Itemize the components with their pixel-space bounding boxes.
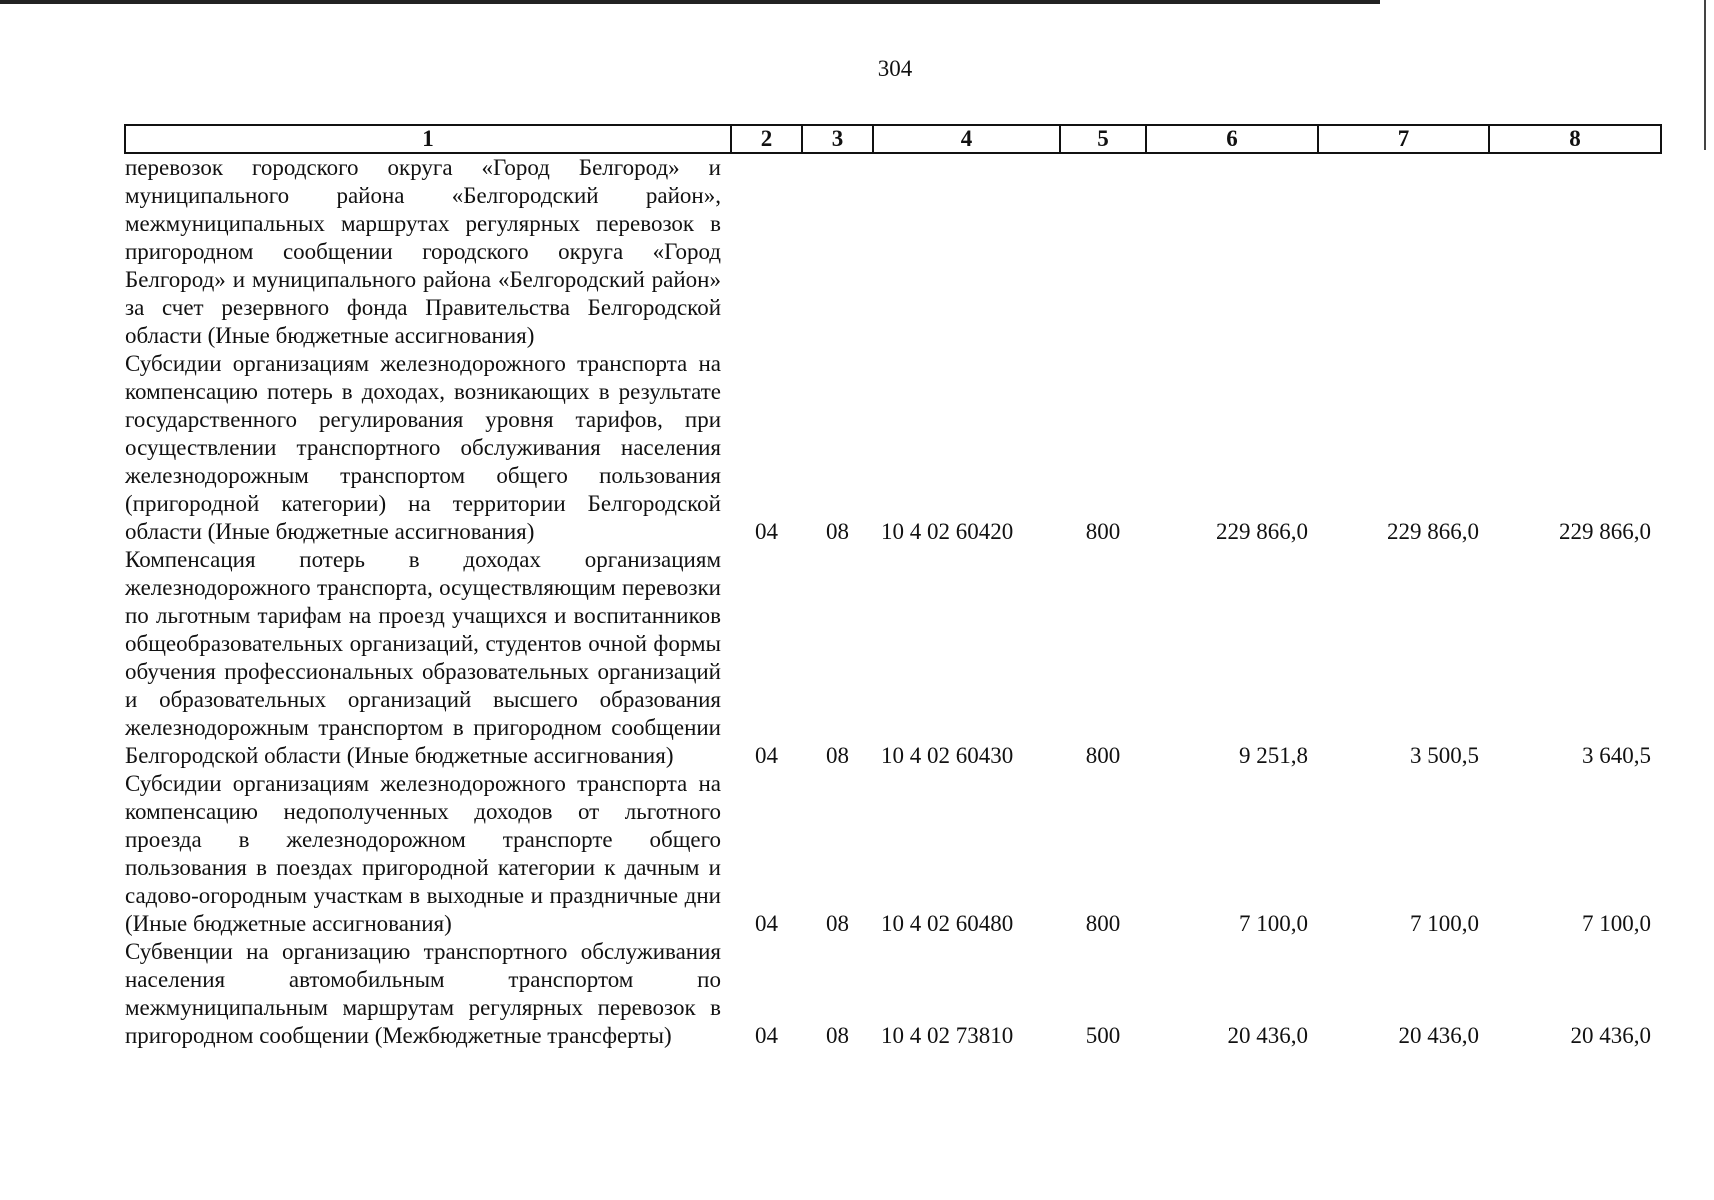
table-row (125, 938, 1661, 1050)
row-description: Субвенции на организацию транспортного обслуживания населения автомобильным транспортом по межмуниципальным маршрутам регулярных перевозок в пригородном сообщении (Межбюджетные трансферты) (125, 939, 721, 1048)
row-target-article: 10 4 02 60420 (881, 519, 1014, 544)
row-expense-type: 800 (1085, 911, 1121, 936)
header-col-7: 7 (1318, 125, 1489, 153)
row-amount-col6: 229 866,0 (1216, 519, 1308, 544)
row-subsection: 08 (826, 911, 849, 936)
header-col-3: 3 (802, 125, 873, 153)
table-row (125, 546, 1661, 770)
row-amount-col6: 20 436,0 (1227, 1023, 1308, 1048)
header-col-8: 8 (1489, 125, 1661, 153)
row-amount-col7: 229 866,0 (1387, 519, 1479, 544)
row-expense-type (1060, 153, 1146, 350)
header-col-4: 4 (873, 125, 1060, 153)
row-subsection: 08 (826, 519, 849, 544)
scan-top-edge (0, 0, 1380, 4)
row-section: 04 (755, 743, 778, 768)
row-amount-col6 (1146, 153, 1318, 350)
header-col-6: 6 (1146, 125, 1318, 153)
row-section (731, 153, 802, 350)
table-row (125, 350, 1661, 546)
row-amount-col8: 20 436,0 (1570, 1023, 1651, 1048)
row-section: 04 (755, 911, 778, 936)
row-target-article: 10 4 02 60430 (881, 743, 1014, 768)
row-amount-col8: 229 866,0 (1559, 519, 1651, 544)
row-description: Компенсация потерь в доходах организациям железнодорожного транспорта, осуществляющим перевозки по льготным тарифам на проезд учащихся и воспитанников общеобразовательных организаций, студентов очной формы обучения профессиональных образовательных организаций и образовательных организаций высшего образования железнодорожным транспортом в пригородном сообщении Белгородской области (Иные бюджетные ассигнования) (125, 547, 721, 768)
row-expense-type: 800 (1085, 743, 1121, 768)
row-amount-col8: 3 640,5 (1582, 743, 1651, 768)
row-target-article: 10 4 02 73810 (881, 1023, 1014, 1048)
header-row (125, 125, 1661, 153)
row-amount-col8 (1489, 153, 1661, 350)
row-subsection: 08 (826, 743, 849, 768)
row-expense-type: 800 (1085, 519, 1121, 544)
row-amount-col7 (1318, 153, 1489, 350)
row-section: 04 (755, 519, 778, 544)
row-amount-col8: 7 100,0 (1582, 911, 1651, 936)
row-description: Субсидии организациям железнодорожного транспорта на компенсацию потерь в доходах, возникающих в результате государственного регулирования уровня тарифов, при осуществлении транспортного обслуживания населения железнодорожным транспортом общего пользования (пригородной категории) на территории Белгородской области (Иные бюджетные ассигнования) (125, 351, 721, 544)
row-description: Субсидии организациям железнодорожного транспорта на компенсацию недополученных доходов от льготного проезда в железнодорожном транспорте общего пользования в поездах пригородной категории к дачным и садово-огородным участкам в выходные и праздничные дни (Иные бюджетные ассигнования) (125, 771, 721, 936)
row-amount-col6: 9 251,8 (1239, 743, 1308, 768)
row-target-article: 10 4 02 60480 (881, 911, 1014, 936)
row-description: перевозок городского округа «Город Белгород» и муниципального района «Белгородский район», межмуниципальных маршрутах регулярных перевозок в пригородном сообщении городского округа «Город Белгород» и муниципального района «Белгородский район» за счет резервного фонда Правительства Белгородской области (Иные бюджетные ассигнования) (125, 155, 721, 348)
row-subsection (802, 153, 873, 350)
row-amount-col6: 7 100,0 (1239, 911, 1308, 936)
page-number: 304 (877, 56, 913, 81)
row-amount-col7: 7 100,0 (1410, 911, 1479, 936)
header-col-1: 1 (125, 125, 731, 153)
row-expense-type: 500 (1085, 1023, 1121, 1048)
row-target-article (873, 153, 1060, 350)
budget-table (124, 124, 1662, 1050)
header-col-5: 5 (1060, 125, 1146, 153)
row-subsection: 08 (826, 1023, 849, 1048)
header-col-2: 2 (731, 125, 802, 153)
table-row (125, 770, 1661, 938)
row-section: 04 (755, 1023, 778, 1048)
row-amount-col7: 3 500,5 (1410, 743, 1479, 768)
row-amount-col7: 20 436,0 (1398, 1023, 1479, 1048)
table-row (125, 153, 1661, 350)
